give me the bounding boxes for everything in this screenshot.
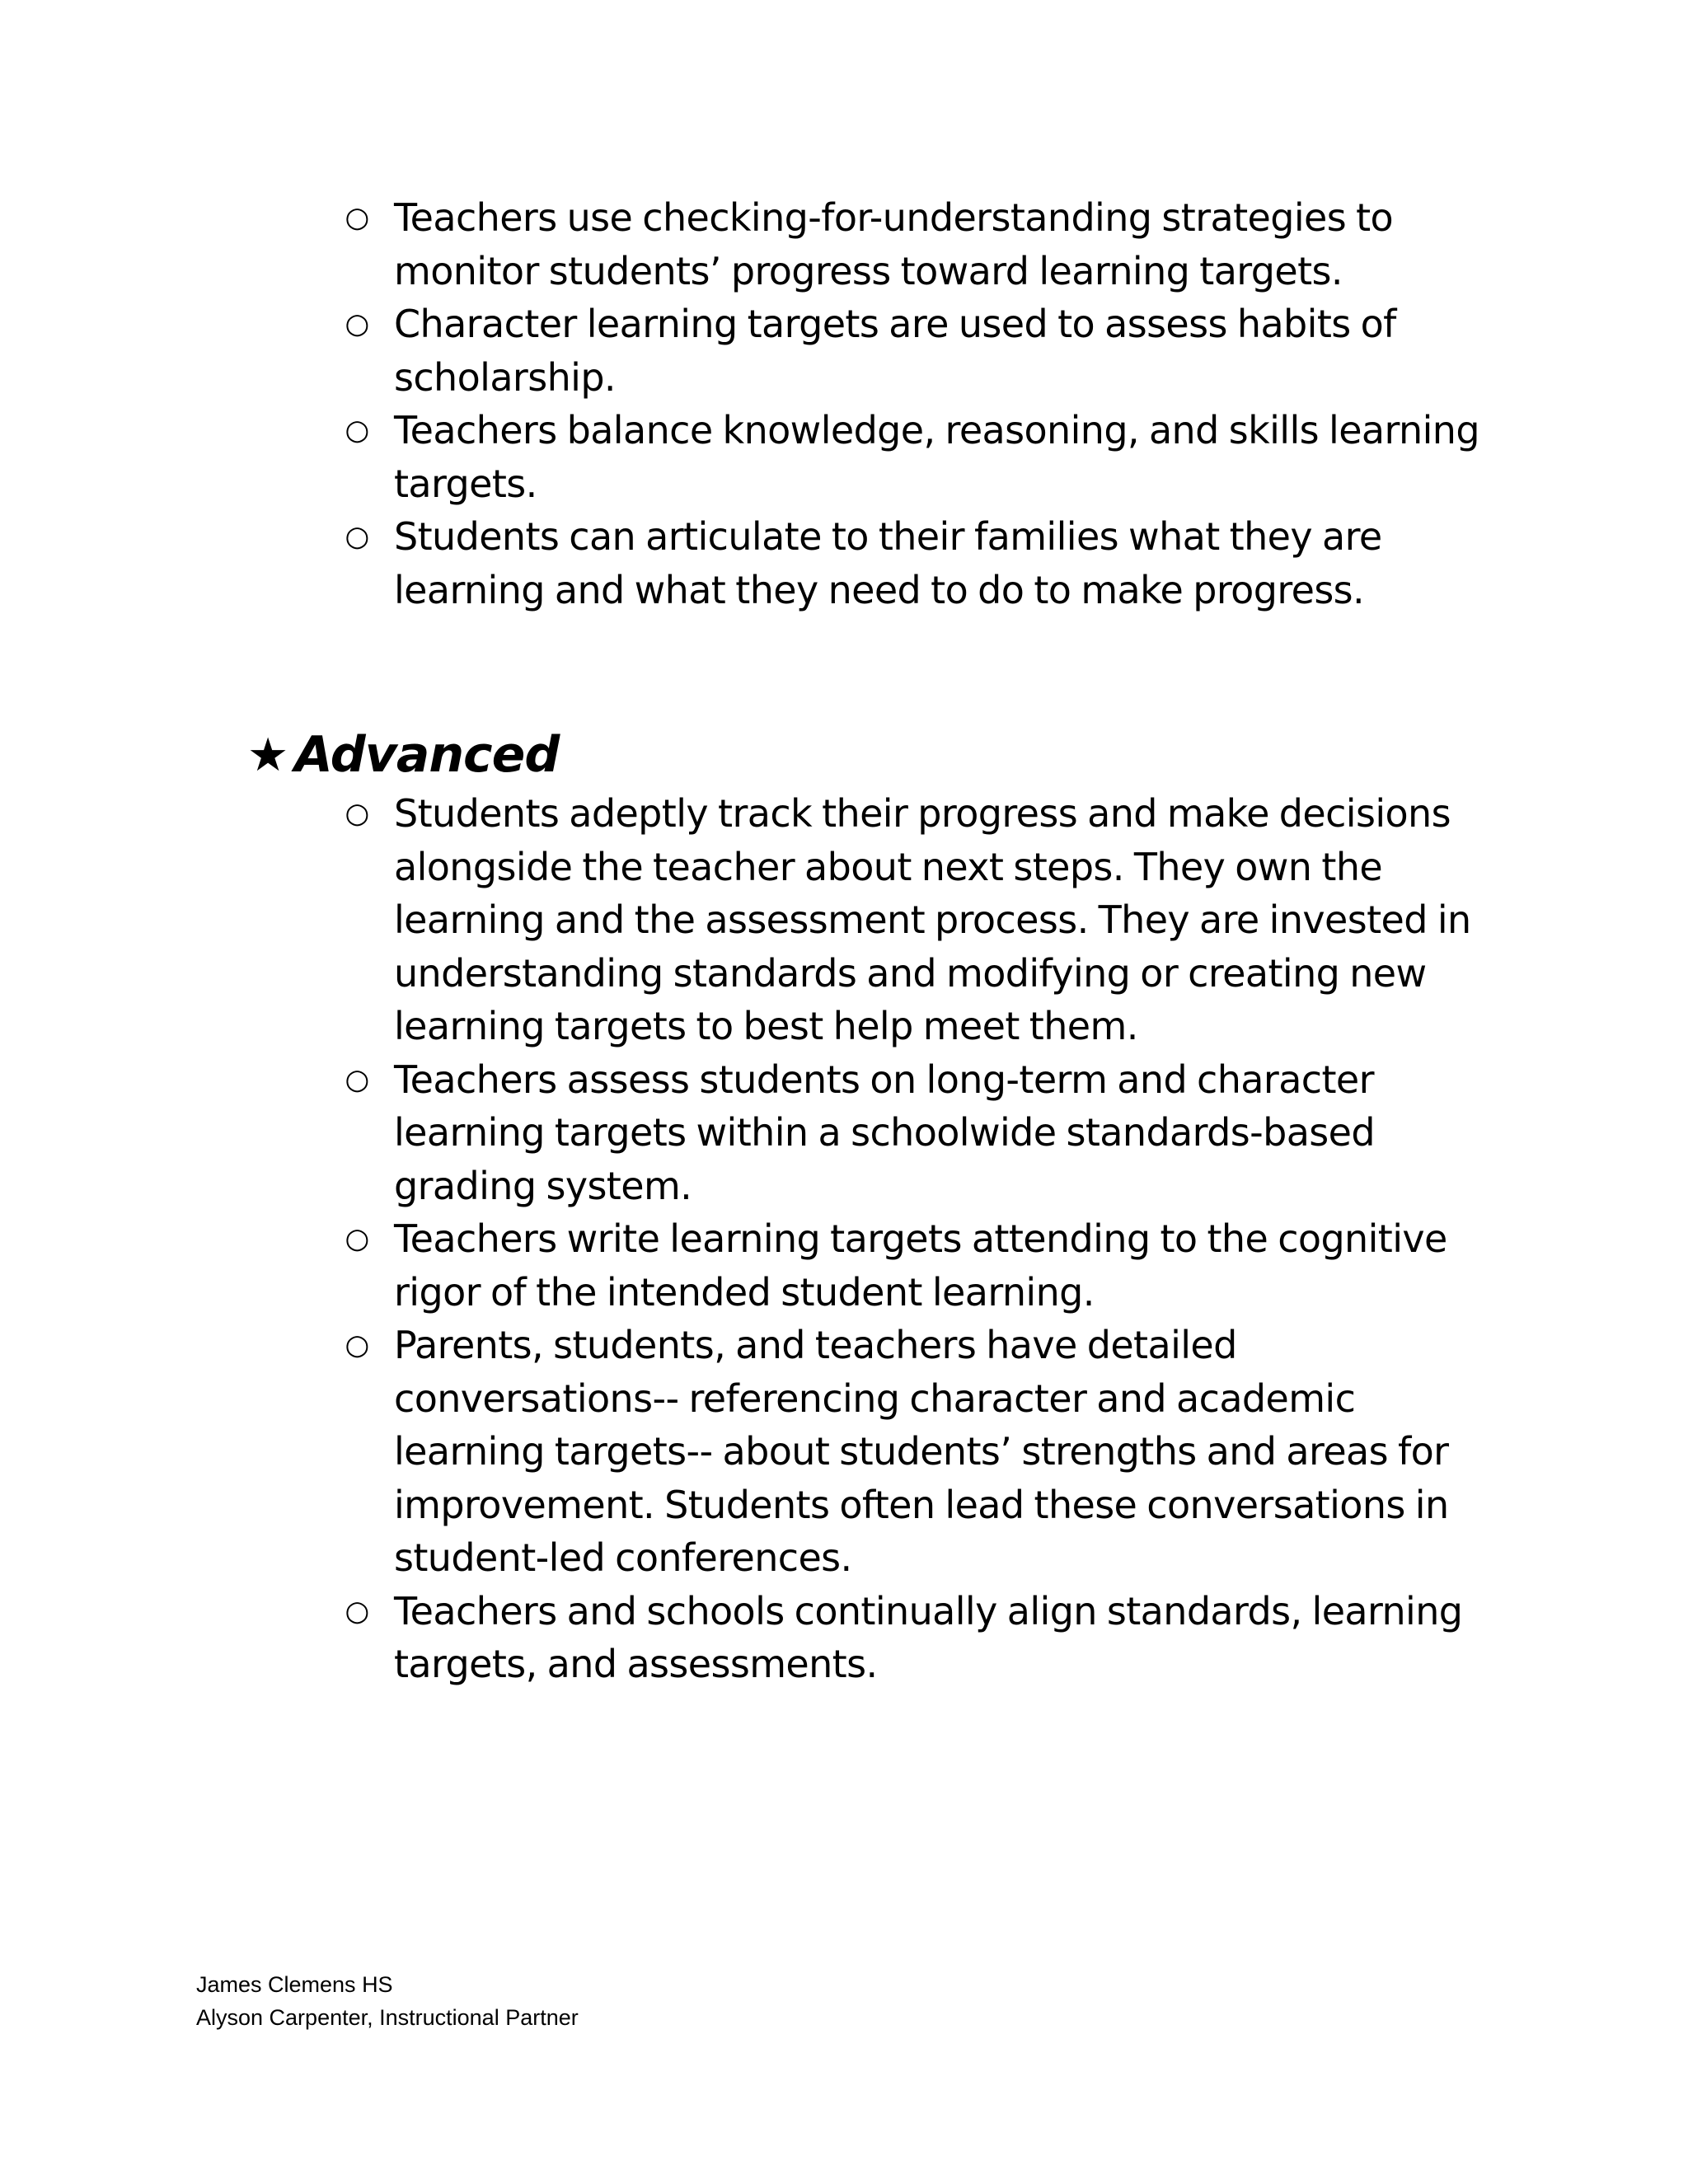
list-item-text: Teachers write learning targets attending to the cognitive rigor of the intended student learning. xyxy=(394,1216,1447,1315)
page-footer xyxy=(196,1968,579,2034)
list-item-text: Students can articulate to their families what they are learning and what they need to do to make progress. xyxy=(394,514,1382,612)
list-item xyxy=(345,1319,1515,1585)
hollow-circle-bullet-icon: ○ xyxy=(345,1062,369,1096)
list-item xyxy=(345,510,1515,616)
list-item xyxy=(345,298,1515,404)
list-item xyxy=(345,1585,1515,1691)
hollow-circle-bullet-icon: ○ xyxy=(345,307,369,340)
advanced-heading-title: Advanced xyxy=(294,726,560,784)
hollow-circle-bullet-icon: ○ xyxy=(345,1594,369,1628)
advanced-bullet-list xyxy=(345,787,1515,1691)
list-item-text: Teachers and schools continually align standards, learning targets, and assessments. xyxy=(394,1588,1463,1686)
list-item xyxy=(345,191,1515,298)
list-item xyxy=(345,1053,1515,1213)
footer-school-name: James Clemens HS xyxy=(196,1972,393,1997)
list-item-text: Students adeptly track their progress and make decisions alongside the teacher about next steps. They own the learning and the assessment process. They are invested in understanding standards and modifying or creating new learning targets to best help meet them. xyxy=(394,791,1471,1048)
list-item xyxy=(345,1212,1515,1319)
hollow-circle-bullet-icon: ○ xyxy=(345,1329,369,1361)
list-item-text: Character learning targets are used to assess habits of scholarship. xyxy=(394,302,1396,400)
hollow-circle-bullet-icon: ○ xyxy=(345,797,369,830)
star-icon: ★ xyxy=(247,728,288,782)
list-item-text: Parents, students, and teachers have detailed conversations-- referencing character and academic learning targets-- about students’ strengths and areas for improvement. Students often lead these conversations in student-led conferences. xyxy=(394,1323,1449,1580)
list-item xyxy=(345,404,1515,510)
top-bullet-list xyxy=(345,191,1515,616)
hollow-circle-bullet-icon: ○ xyxy=(345,414,369,447)
advanced-heading xyxy=(247,722,559,788)
list-item-text: Teachers use checking-for-understanding strategies to monitor students’ progress toward learning targets. xyxy=(394,195,1394,293)
list-item xyxy=(345,787,1515,1053)
footer-author: Alyson Carpenter, Instructional Partner xyxy=(196,2005,579,2030)
hollow-circle-bullet-icon: ○ xyxy=(345,520,369,553)
hollow-circle-bullet-icon: ○ xyxy=(345,1222,369,1255)
list-item-text: Teachers balance knowledge, reasoning, and skills learning targets. xyxy=(394,408,1479,506)
list-item-text: Teachers assess students on long-term and character learning targets within a schoolwide standards-based grading system. xyxy=(394,1057,1375,1208)
hollow-circle-bullet-icon: ○ xyxy=(345,201,369,234)
